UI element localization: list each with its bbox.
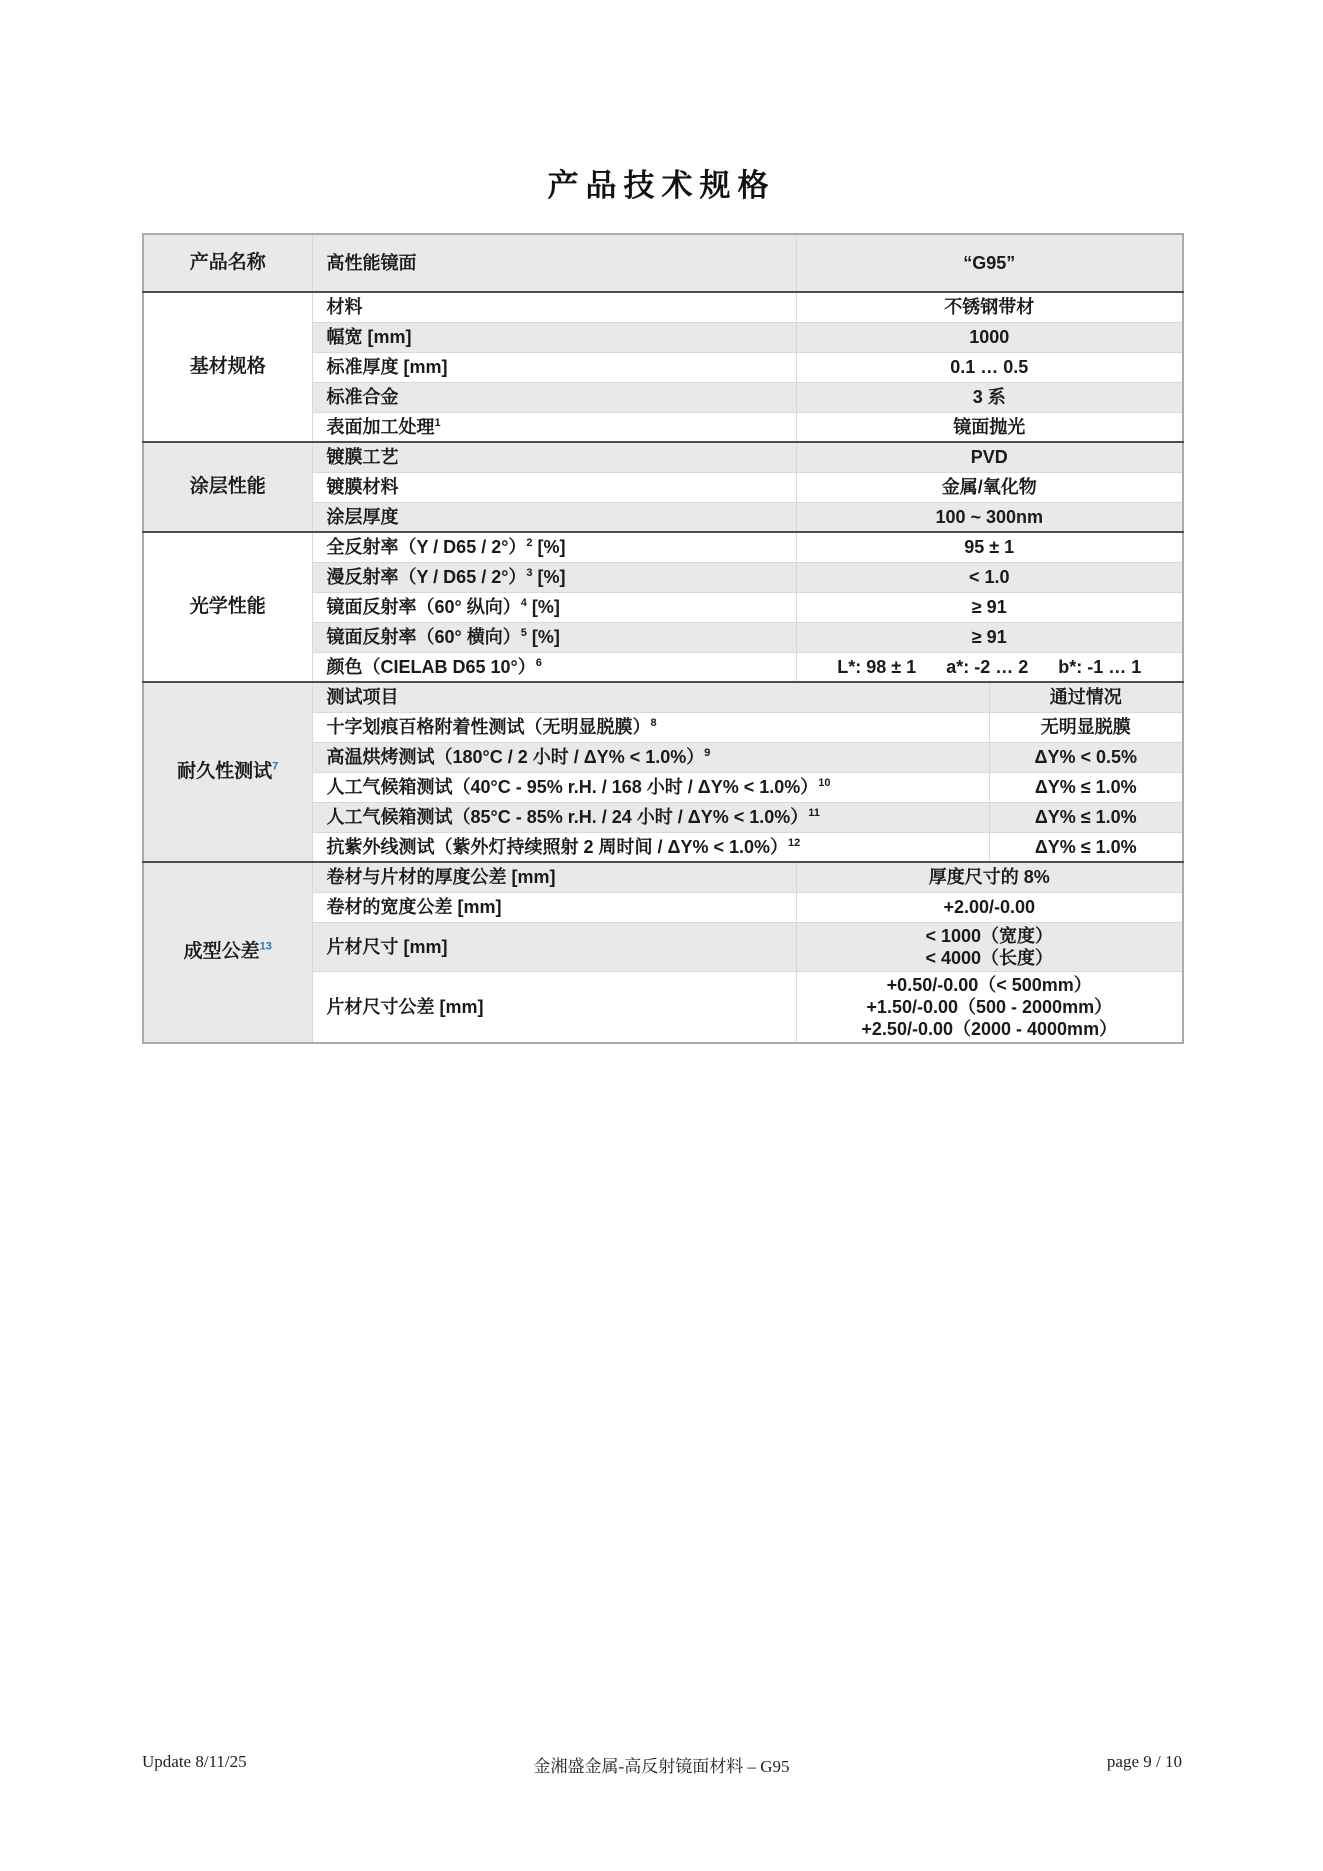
footnote-sup: 13 [259, 940, 272, 953]
spec-table [142, 233, 1184, 1044]
label-cell: 漫反射率（Y / D65 / 2°）$^3$ [%] [312, 562, 796, 592]
page-title: 产品技术规格 [547, 168, 776, 203]
label-cell: 卷材的宽度公差 [mm] [312, 892, 796, 922]
label-cell: 标准厚度 [mm] [312, 352, 796, 382]
value-cell: 镜面抛光 [796, 412, 1183, 442]
value-cell: 金属/氧化物 [796, 472, 1183, 502]
value-line: < 1000（宽度） [925, 925, 1054, 946]
pass-status-cell: ΔY% < 0.5% [989, 742, 1183, 772]
spec-row [143, 442, 1183, 472]
footer-document-title: 金湘盛金属-高反射镜面材料 – G95 [533, 1757, 790, 1776]
label-cell: 镜面反射率（60° 横向）$^5$ [%] [312, 622, 796, 652]
label-cell: 表面加工处理$^1$ [312, 412, 796, 442]
value-cell: 1000 [796, 322, 1183, 352]
label-cell: 抗紫外线测试（紫外灯持续照射 2 周时间 / ΔY% < 1.0%）$^{12}$ [312, 832, 989, 862]
footnote-sup: 12 [788, 836, 801, 849]
page-footer [0, 1752, 1323, 1776]
footnote-sup: 7 [272, 760, 279, 773]
label-cell: 材料 [312, 292, 796, 322]
value-line: < 4000（长度） [925, 947, 1054, 968]
label-cell: 涂层厚度 [312, 502, 796, 532]
category-label: 光学性能 [189, 596, 266, 617]
cielab-b: b*: -1 … 1 [1058, 656, 1142, 677]
footer-update-date: Update 8/11/25 [142, 1752, 247, 1771]
label-cell: 片材尺寸公差 [mm] [312, 971, 796, 1043]
value-line: +2.50/-0.00（2000 - 4000mm） [861, 1018, 1118, 1039]
footnote-sup: 11 [808, 807, 820, 819]
category-label: 基材规格 [189, 356, 266, 377]
product-code-cell: “G95” [796, 234, 1183, 292]
category-cell-optical [143, 532, 312, 682]
product-name-cell: 高性能镜面 [312, 234, 796, 292]
value-cell-multiline [796, 922, 1183, 971]
category-label: 涂层性能 [189, 476, 266, 497]
category-cell-substrate [143, 292, 312, 442]
value-cell: +2.00/-0.00 [796, 892, 1183, 922]
footnote-sup: 8 [650, 717, 657, 729]
pass-status-cell: ΔY% ≤ 1.0% [989, 772, 1183, 802]
label-cell: 镜面反射率（60° 纵向）$^4$ [%] [312, 592, 796, 622]
label-cell: 标准合金 [312, 382, 796, 412]
category-cell-durability [143, 682, 312, 862]
pass-status-cell: 无明显脱膜 [989, 712, 1183, 742]
spec-row [143, 682, 1183, 712]
label-cell: 幅宽 [mm] [312, 322, 796, 352]
cielab-a: a*: -2 … 2 [946, 656, 1029, 677]
footnote-sup: 5 [520, 627, 527, 639]
label-cell: 全反射率（Y / D65 / 2°）$^2$ [%] [312, 532, 796, 562]
value-cell-multiline [796, 971, 1183, 1043]
footnote-sup: 3 [526, 567, 533, 579]
value-cell: PVD [796, 442, 1183, 472]
value-cell: 不锈钢带材 [796, 292, 1183, 322]
cielab-l: L*: 98 ± 1 [837, 656, 917, 677]
category-label: 耐久性测试 [177, 761, 273, 782]
footnote-sup: 10 [818, 777, 831, 789]
category-cell-coating [143, 442, 312, 532]
label-cell: 镀膜材料 [312, 472, 796, 502]
footnote-sup: 6 [535, 656, 542, 669]
pass-status-header-cell: 通过情况 [989, 682, 1183, 712]
product-name-header-cell: 产品名称 [143, 234, 312, 292]
category-label: 成型公差 [183, 941, 260, 963]
spec-row [143, 862, 1183, 892]
value-cell: ≥ 91 [796, 622, 1183, 652]
value-line: +1.50/-0.00（500 - 2000mm） [866, 996, 1113, 1017]
label-cell: 高温烘烤测试（180°C / 2 小时 / ΔY% < 1.0%）$^9$ [312, 742, 989, 772]
label-cell: 颜色（CIELAB D65 10°）$^6$ [312, 652, 796, 682]
label-cell: 人工气候箱测试（40°C - 95% r.H. / 168 小时 / ΔY% < 1.0%）$^{10}$ [312, 772, 989, 802]
label-cell: 卷材与片材的厚度公差 [mm] [312, 862, 796, 892]
label-cell: 片材尺寸 [mm] [312, 922, 796, 971]
label-cell: 测试项目 [312, 682, 989, 712]
value-cell-cielab [796, 652, 1183, 682]
value-cell: 100 ~ 300nm [796, 502, 1183, 532]
value-cell: 厚度尺寸的 8% [796, 862, 1183, 892]
spec-row [143, 292, 1183, 322]
footnote-sup: 9 [704, 747, 711, 759]
label-cell: 人工气候箱测试（85°C - 85% r.H. / 24 小时 / ΔY% < 1.0%）$^{11}$ [312, 802, 989, 832]
footnote-sup: 1 [434, 416, 441, 429]
table-header-row [143, 234, 1183, 292]
footer-page-number: page 9 / 10 [1106, 1752, 1182, 1771]
spec-row [143, 532, 1183, 562]
value-cell: 0.1 … 0.5 [796, 352, 1183, 382]
category-cell-tolerance [143, 862, 312, 1043]
label-cell: 镀膜工艺 [312, 442, 796, 472]
value-cell: < 1.0 [796, 562, 1183, 592]
value-cell: 3 系 [796, 382, 1183, 412]
footnote-sup: 4 [520, 597, 527, 609]
label-cell: 十字划痕百格附着性测试（无明显脱膜）$^8$ [312, 712, 989, 742]
value-cell: ≥ 91 [796, 592, 1183, 622]
pass-status-cell: ΔY% ≤ 1.0% [989, 832, 1183, 862]
pass-status-cell: ΔY% ≤ 1.0% [989, 802, 1183, 832]
footnote-sup: 2 [526, 537, 533, 550]
value-line: +0.50/-0.00（< 500mm） [886, 974, 1092, 995]
value-cell: 95 ± 1 [796, 532, 1183, 562]
